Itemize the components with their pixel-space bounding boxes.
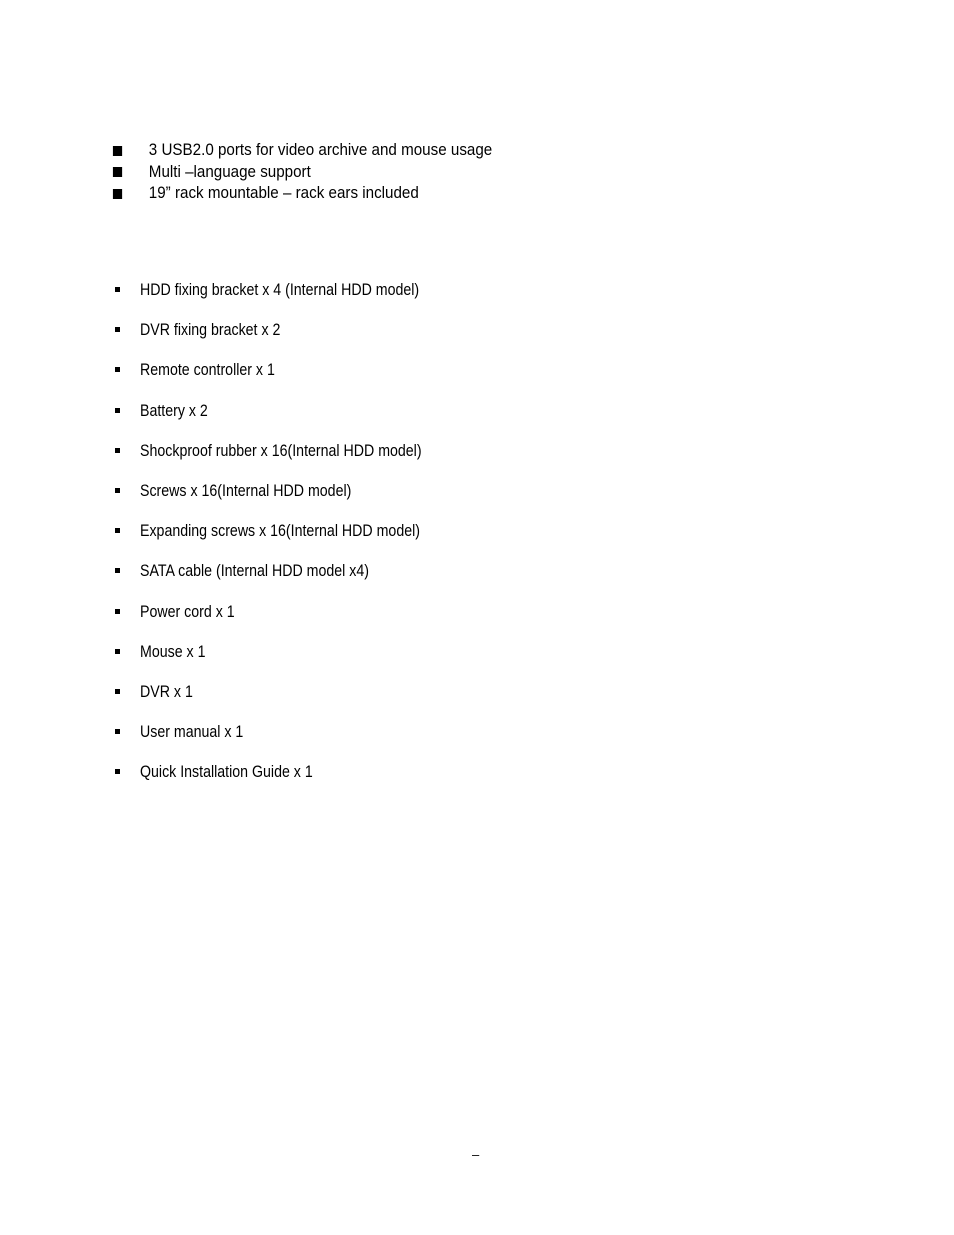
feature-text: 19” rack mountable – rack ears included <box>148 184 419 202</box>
accessory-text: Remote controller x 1 <box>140 361 275 380</box>
small-square-bullet-icon <box>115 488 120 493</box>
small-square-bullet-icon <box>115 649 120 654</box>
accessory-text: Expanding screws x 16(Internal HDD model) <box>140 522 420 541</box>
accessory-text: Battery x 2 <box>140 401 208 420</box>
accessory-text: DVR x 1 <box>140 682 193 701</box>
accessory-text: User manual x 1 <box>140 723 244 742</box>
small-square-bullet-icon <box>115 287 120 292</box>
accessory-text: Mouse x 1 <box>140 642 206 661</box>
small-square-bullet-icon <box>115 689 120 694</box>
square-bullet-icon <box>113 146 122 156</box>
small-square-bullet-icon <box>115 609 120 614</box>
small-square-bullet-icon <box>115 327 120 332</box>
accessory-text: DVR fixing bracket x 2 <box>140 321 281 340</box>
small-square-bullet-icon <box>115 448 120 453</box>
accessory-text: Quick Installation Guide x 1 <box>140 763 313 782</box>
small-square-bullet-icon <box>115 769 120 774</box>
feature-text: 3 USB2.0 ports for video archive and mouse usage <box>148 141 493 159</box>
square-bullet-icon <box>113 189 122 199</box>
accessory-text: Screws x 16(Internal HDD model) <box>140 481 352 500</box>
accessory-text: Shockproof rubber x 16(Internal HDD model) <box>140 441 422 460</box>
small-square-bullet-icon <box>115 729 120 734</box>
accessory-text: Power cord x 1 <box>140 602 235 621</box>
accessory-text: HDD fixing bracket x 4 (Internal HDD model) <box>140 281 420 299</box>
page-footer-mark: – <box>472 1147 480 1162</box>
small-square-bullet-icon <box>115 408 120 413</box>
feature-text: Multi –language support <box>148 162 311 181</box>
small-square-bullet-icon <box>115 367 120 372</box>
small-square-bullet-icon <box>115 528 120 533</box>
square-bullet-icon <box>113 167 122 177</box>
accessory-text: SATA cable (Internal HDD model x4) <box>140 562 369 581</box>
small-square-bullet-icon <box>115 568 120 573</box>
